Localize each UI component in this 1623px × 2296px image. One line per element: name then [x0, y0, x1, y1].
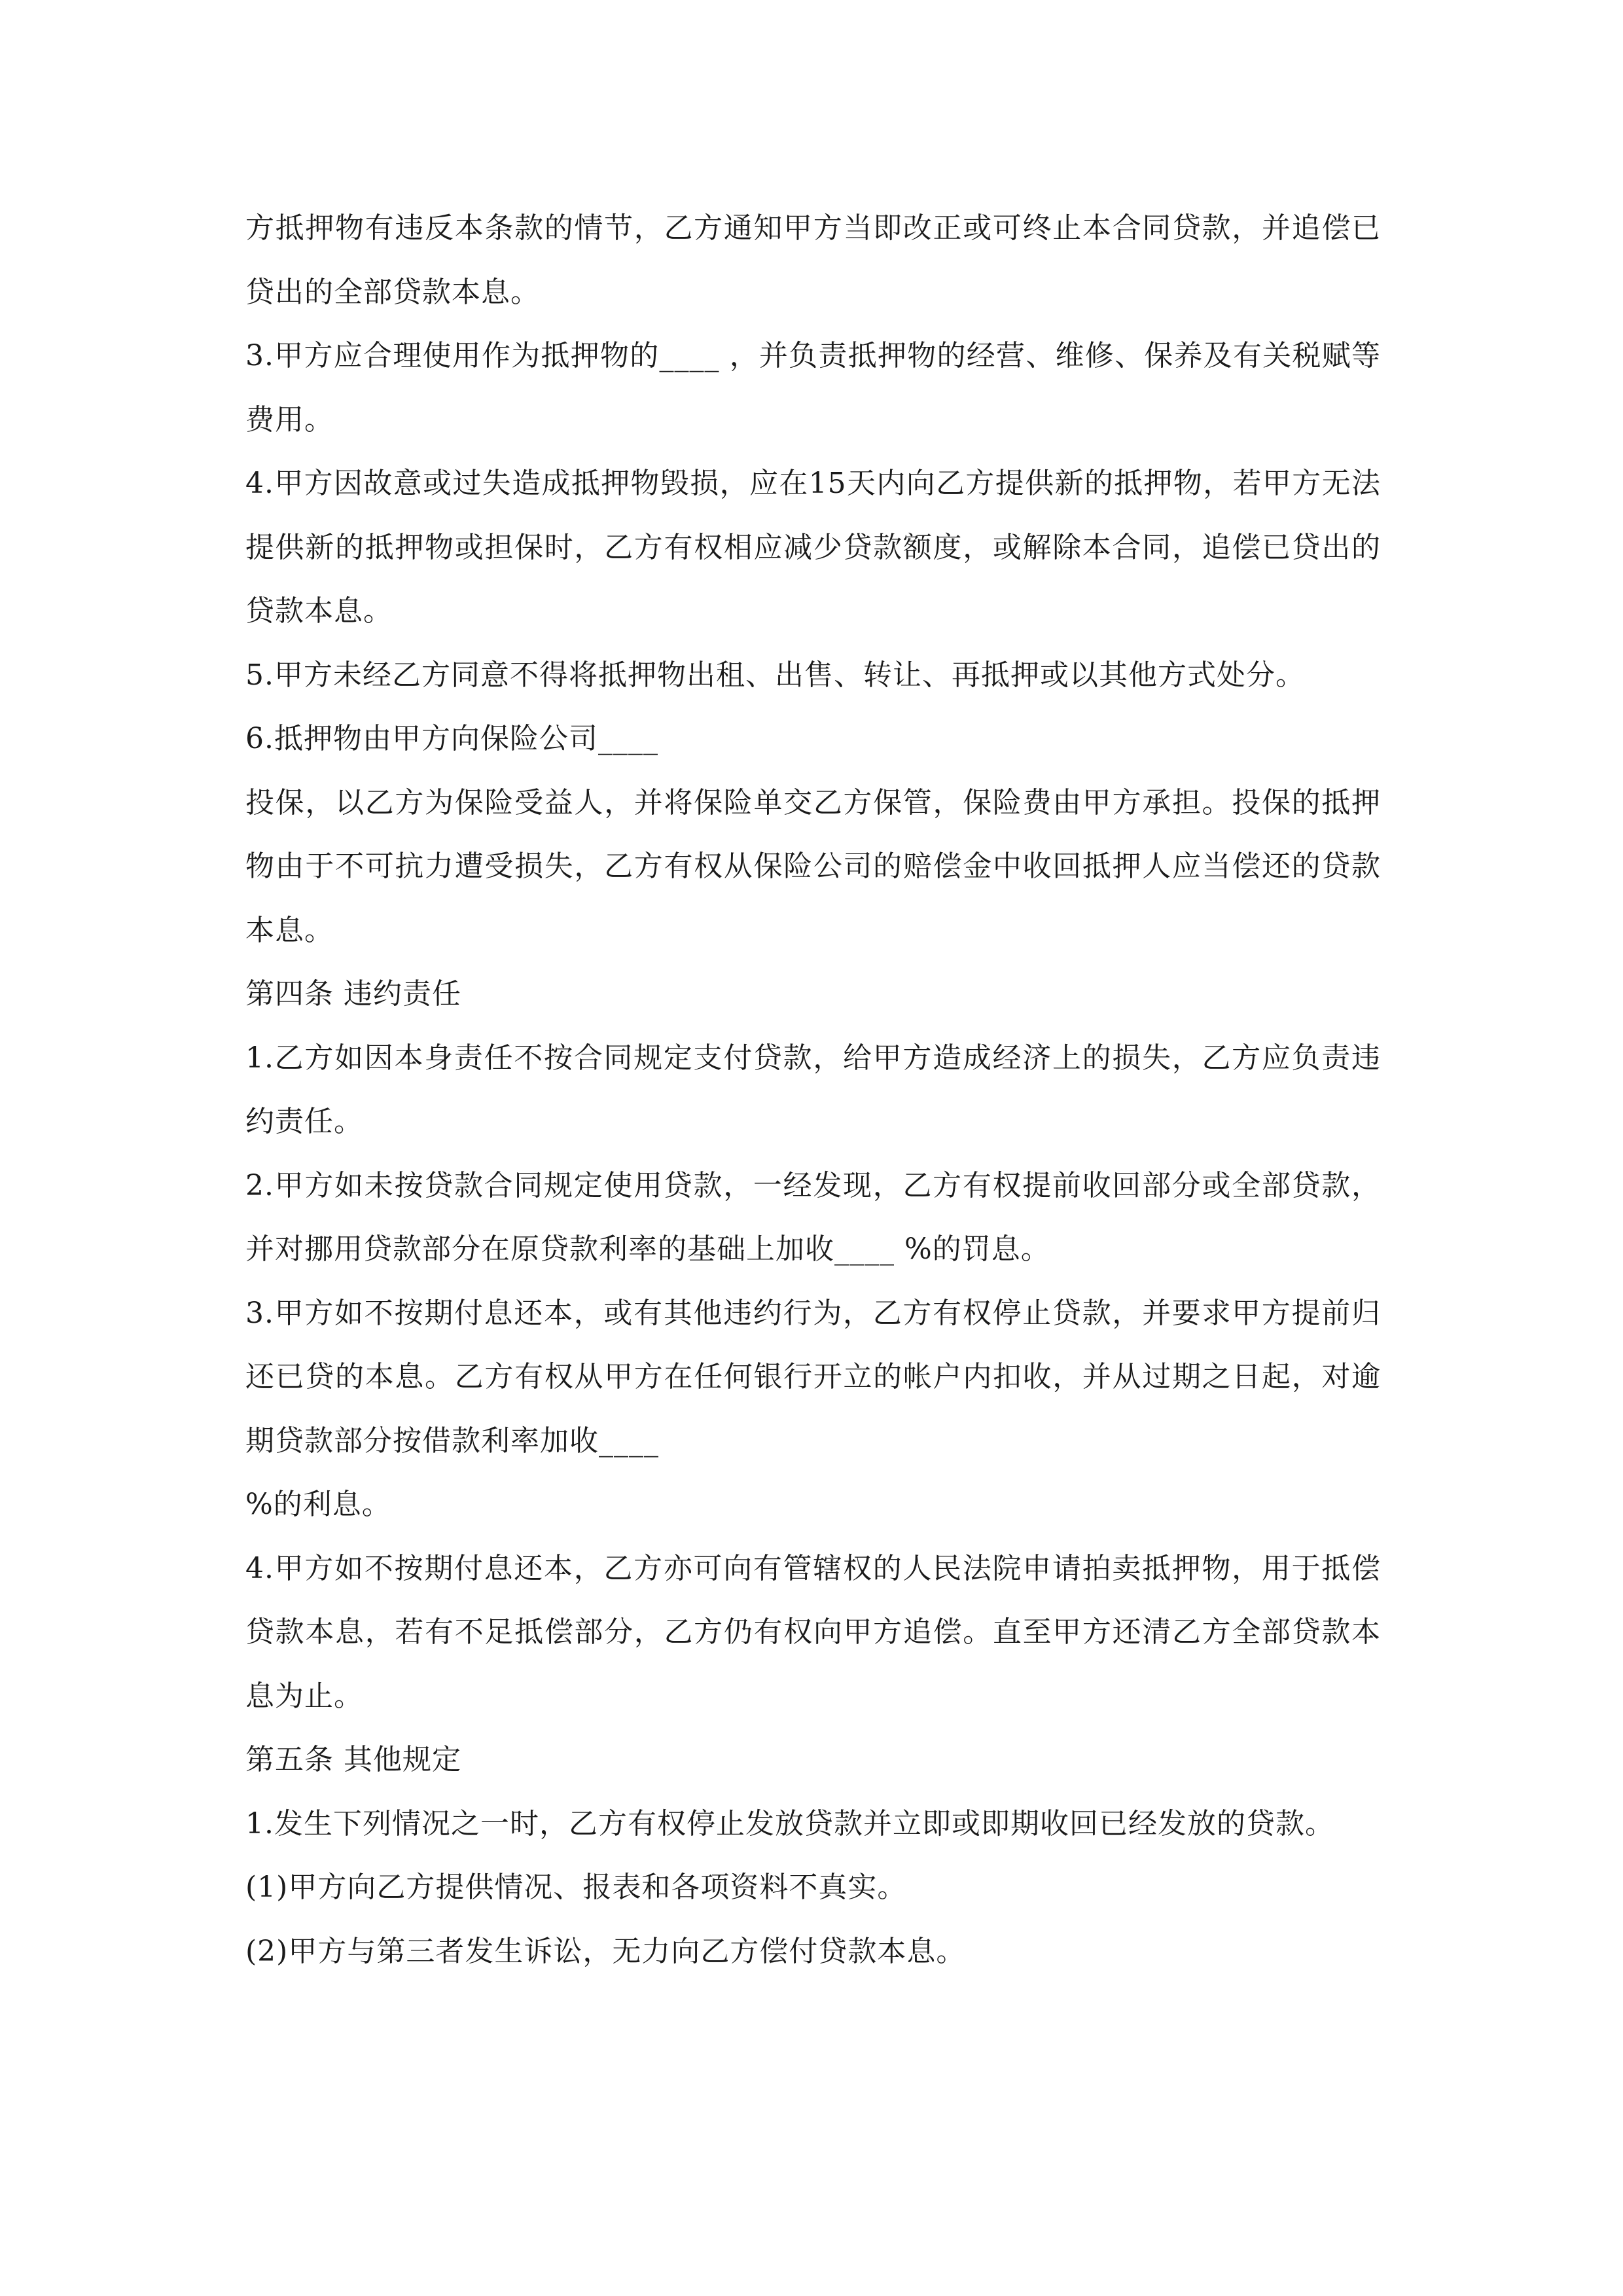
paragraph-other-1-sub-1: (1)甲方向乙方提供情况、报表和各项资料不真实。: [245, 1871, 907, 1904]
paragraph-item-6-continuation: 投保，以乙方为保险受益人，并将保险单交乙方保管，保险费由甲方承担。投保的抵押物由于不可抗力遭受损失，乙方有权从保险公司的赔偿金中收回抵押人应当偿还的贷款本息。: [245, 785, 1381, 947]
paragraph-liability-3-continuation: %的利息。: [245, 1488, 391, 1521]
paragraph-other-1: 1.发生下列情况之一时，乙方有权停止发放贷款并立即或即期收回已经发放的贷款。: [245, 1806, 1334, 1840]
paragraph-liability-1: 1.乙方如因本身责任不按合同规定支付贷款，给甲方造成经济上的损失，乙方应负责违约责任。: [245, 1041, 1381, 1138]
paragraph-clause-continuation: 方抵押物有违反本条款的情节，乙方通知甲方当即改正或可终止本合同贷款，并追偿已贷出的全部贷款本息。: [245, 211, 1381, 309]
paragraph-other-1-sub-2: (2)甲方与第三者发生诉讼，无力向乙方偿付贷款本息。: [245, 1934, 966, 1968]
paragraph-item-4: 4.甲方因故意或过失造成抵押物毁损，应在15天内向乙方提供新的抵押物，若甲方无法提供新的抵押物或担保时，乙方有权相应减少贷款额度，或解除本合同，追偿已贷出的贷款本息。: [245, 467, 1381, 628]
paragraph-liability-3: 3.甲方如不按期付息还本，或有其他违约行为，乙方有权停止贷款，并要求甲方提前归还已贷的本息。乙方有权从甲方在任何银行开立的帐户内扣收，并从过期之日起，对逾期贷款部分按借款利率加收____: [245, 1296, 1381, 1458]
paragraph-liability-2: 2.甲方如未按贷款合同规定使用贷款，一经发现，乙方有权提前收回部分或全部贷款，并对挪用贷款部分在原贷款利率的基础上加收____ %的罚息。: [245, 1168, 1381, 1266]
paragraph-item-3: 3.甲方应合理使用作为抵押物的____ ，并负责抵押物的经营、维修、保养及有关税赋等费用。: [245, 339, 1381, 437]
section-heading-article-5: 第五条 其他规定: [245, 1743, 461, 1776]
section-heading-article-4: 第四条 违约责任: [245, 977, 461, 1011]
paragraph-liability-4: 4.甲方如不按期付息还本，乙方亦可向有管辖权的人民法院申请拍卖抵押物，用于抵偿贷款本息，若有不足抵偿部分，乙方仍有权向甲方追偿。直至甲方还清乙方全部贷款本息为止。: [245, 1551, 1381, 1713]
document-body: [245, 196, 1381, 1983]
paragraph-item-6: 6.抵押物由甲方向保险公司____: [245, 722, 658, 755]
paragraph-item-5: 5.甲方未经乙方同意不得将抵押物出租、出售、转让、再抵押或以其他方式处分。: [245, 658, 1305, 692]
